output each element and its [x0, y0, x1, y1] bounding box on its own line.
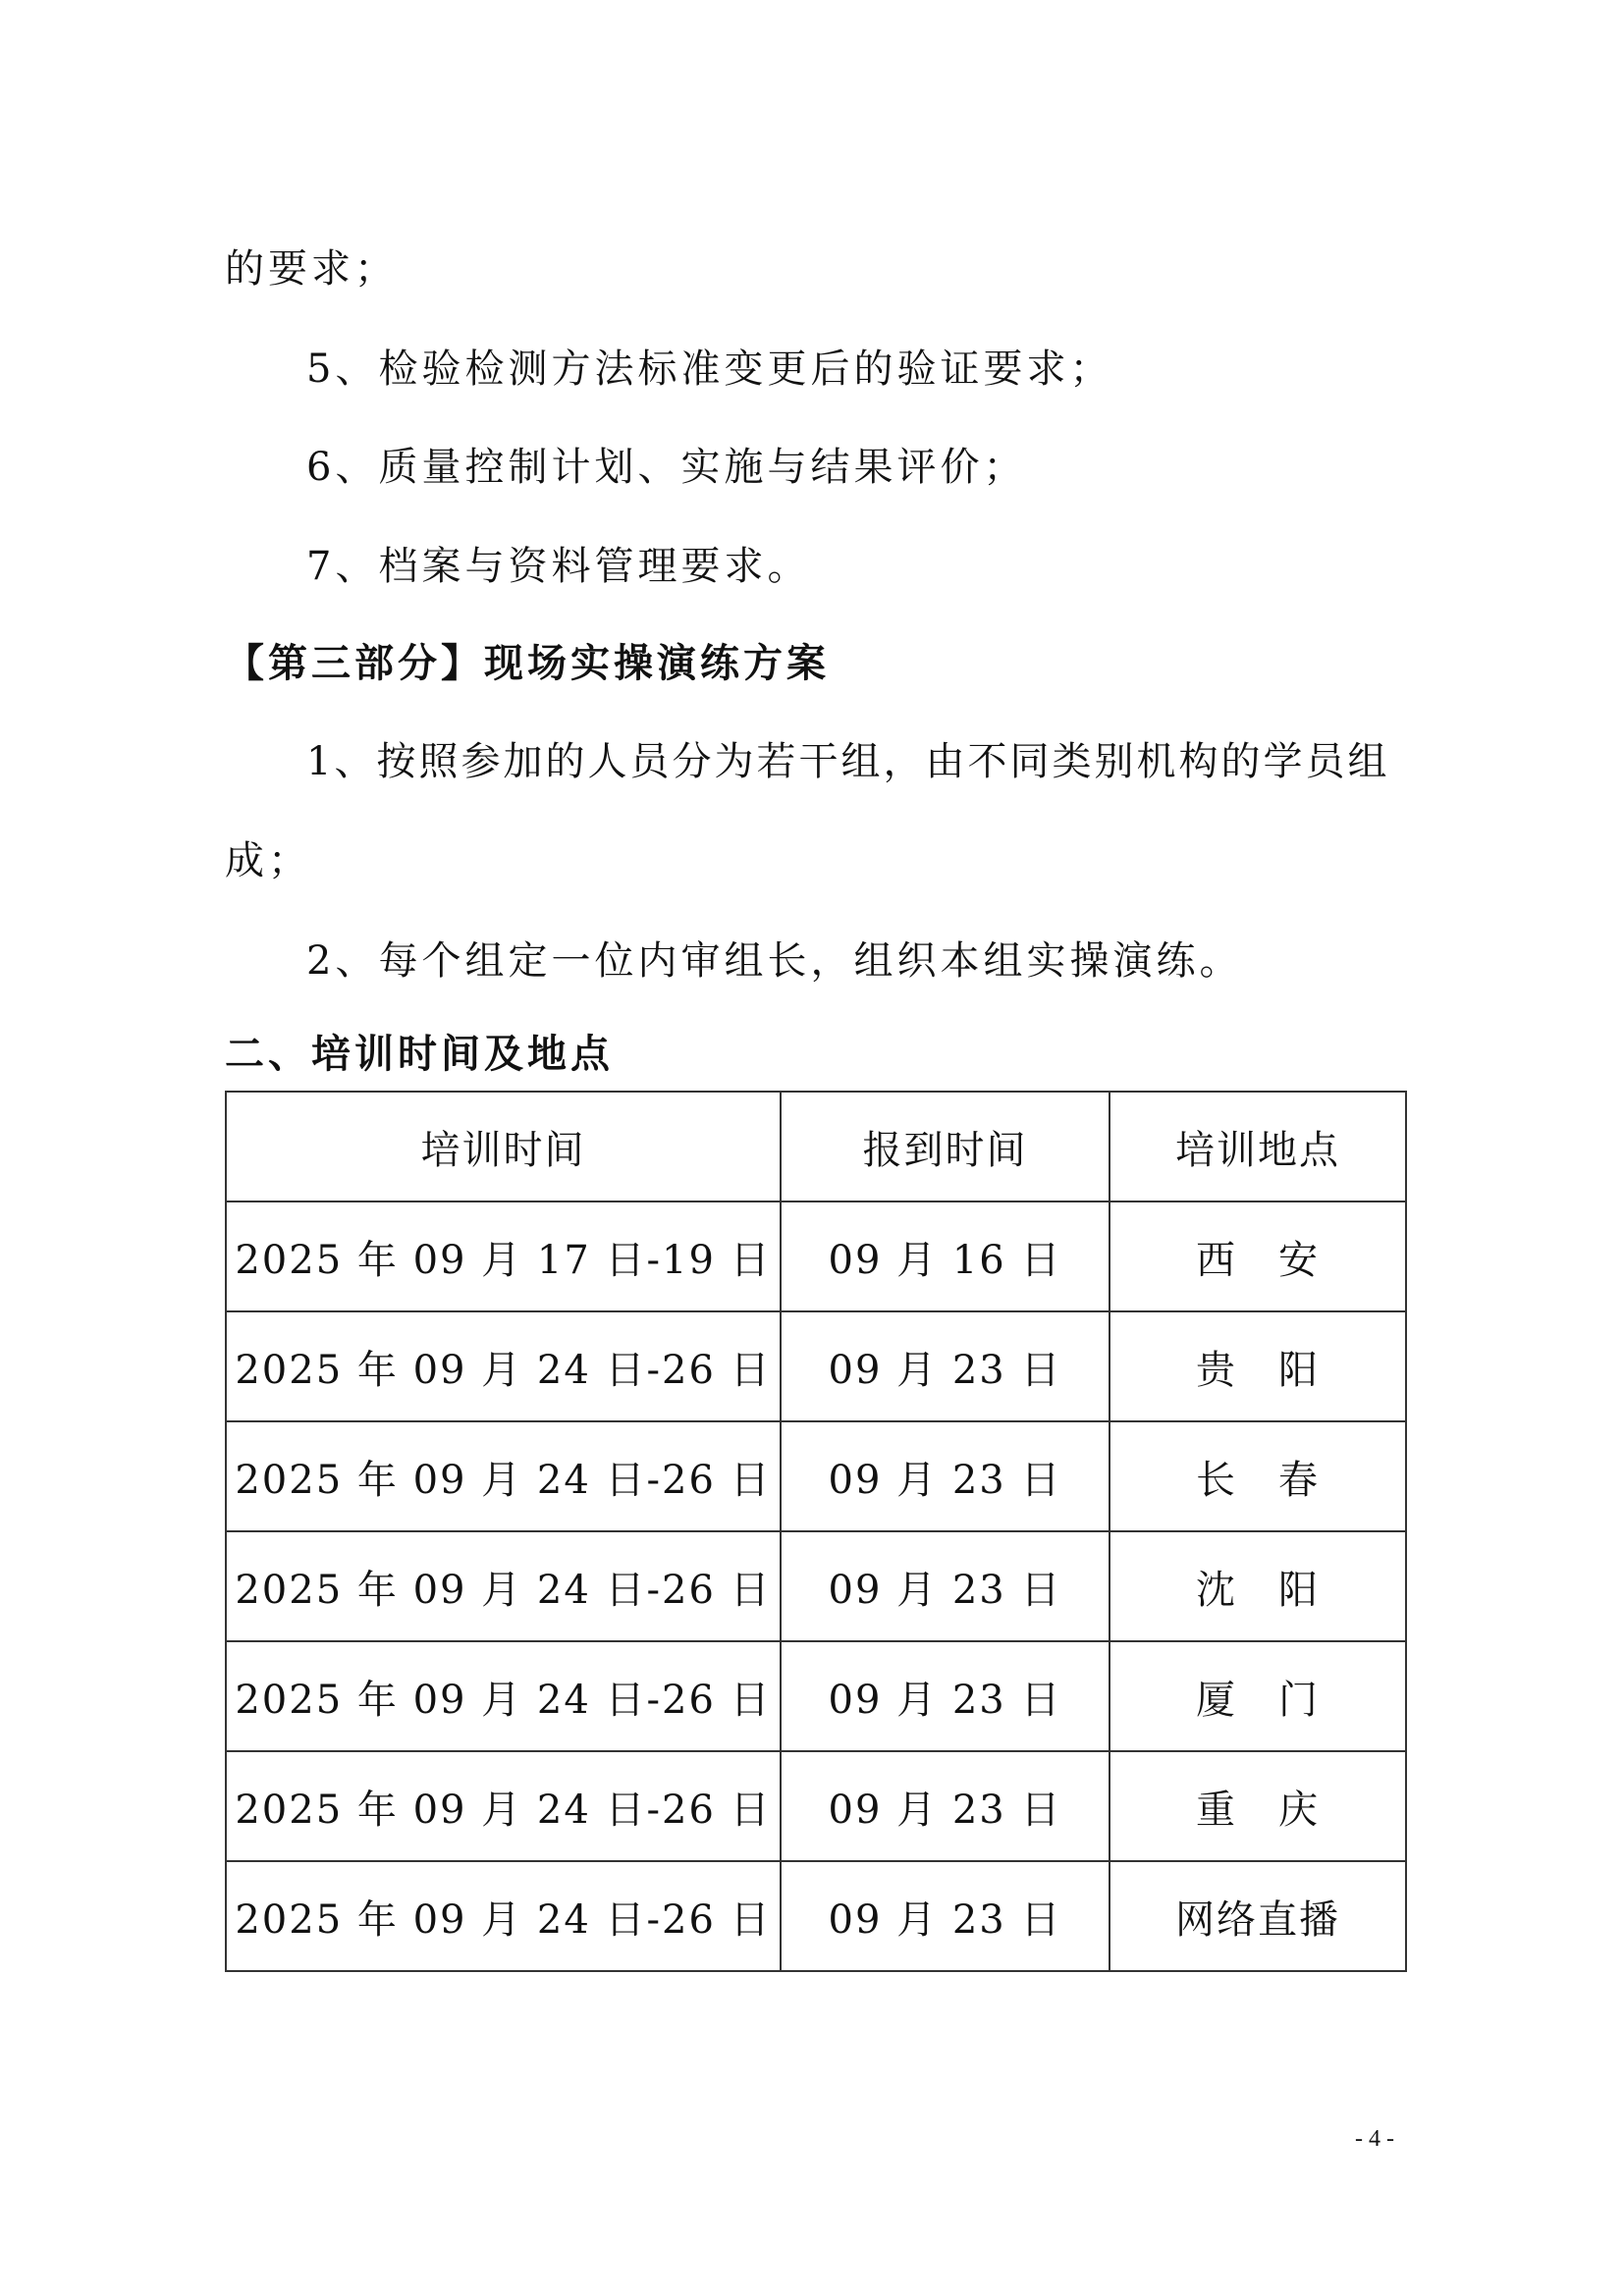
part3-heading — [225, 640, 830, 687]
cell-training-time: 2025 年 09 月 17 日-19 日 — [226, 1201, 781, 1311]
table-row — [226, 1751, 1406, 1861]
cell-location: 贵 阳 — [1110, 1311, 1406, 1421]
table-header-row — [226, 1092, 1406, 1201]
table-row — [226, 1421, 1406, 1531]
cell-checkin-time: 09 月 23 日 — [781, 1421, 1110, 1531]
part3-label: 【第三部分】 — [225, 640, 484, 686]
cell-training-time: 2025 年 09 月 24 日-26 日 — [226, 1311, 781, 1421]
cell-checkin-time: 09 月 23 日 — [781, 1641, 1110, 1751]
table-row — [226, 1861, 1406, 1971]
section2-heading: 二、培训时间及地点 — [225, 1032, 614, 1077]
table-row — [226, 1311, 1406, 1421]
page-number: - 4 - — [1355, 2126, 1394, 2152]
list-item-5: 5、检验检测方法标准变更后的验证要求； — [306, 347, 1113, 392]
part3-title: 现场实操演练方案 — [484, 641, 830, 686]
training-schedule-table — [225, 1091, 1407, 1972]
cell-location: 厦 门 — [1110, 1641, 1406, 1751]
header-checkin-time: 报到时间 — [781, 1092, 1110, 1201]
list-item-6: 6、质量控制计划、实施与结果评价； — [306, 445, 1027, 490]
part3-item-2: 2、每个组定一位内审组长，组织本组实操演练。 — [306, 938, 1243, 984]
cell-location: 网络直播 — [1110, 1861, 1406, 1971]
paragraph-continuation: 的要求； — [225, 246, 398, 292]
cell-checkin-time: 09 月 23 日 — [781, 1311, 1110, 1421]
header-location: 培训地点 — [1110, 1092, 1406, 1201]
cell-checkin-time: 09 月 23 日 — [781, 1861, 1110, 1971]
cell-location: 西 安 — [1110, 1201, 1406, 1311]
part3-item-1-continued: 成； — [225, 838, 311, 883]
cell-training-time: 2025 年 09 月 24 日-26 日 — [226, 1751, 781, 1861]
cell-training-time: 2025 年 09 月 24 日-26 日 — [226, 1861, 781, 1971]
cell-location: 沈 阳 — [1110, 1531, 1406, 1641]
cell-checkin-time: 09 月 16 日 — [781, 1201, 1110, 1311]
header-training-time: 培训时间 — [226, 1092, 781, 1201]
list-item-7: 7、档案与资料管理要求。 — [306, 544, 811, 589]
table-row — [226, 1201, 1406, 1311]
part3-item-1: 1、按照参加的人员分为若干组，由不同类别机构的学员组 — [306, 739, 1390, 784]
cell-training-time: 2025 年 09 月 24 日-26 日 — [226, 1641, 781, 1751]
cell-checkin-time: 09 月 23 日 — [781, 1531, 1110, 1641]
cell-training-time: 2025 年 09 月 24 日-26 日 — [226, 1531, 781, 1641]
cell-location: 重 庆 — [1110, 1751, 1406, 1861]
cell-training-time: 2025 年 09 月 24 日-26 日 — [226, 1421, 781, 1531]
table-row — [226, 1531, 1406, 1641]
cell-checkin-time: 09 月 23 日 — [781, 1751, 1110, 1861]
cell-location: 长 春 — [1110, 1421, 1406, 1531]
table-row — [226, 1641, 1406, 1751]
